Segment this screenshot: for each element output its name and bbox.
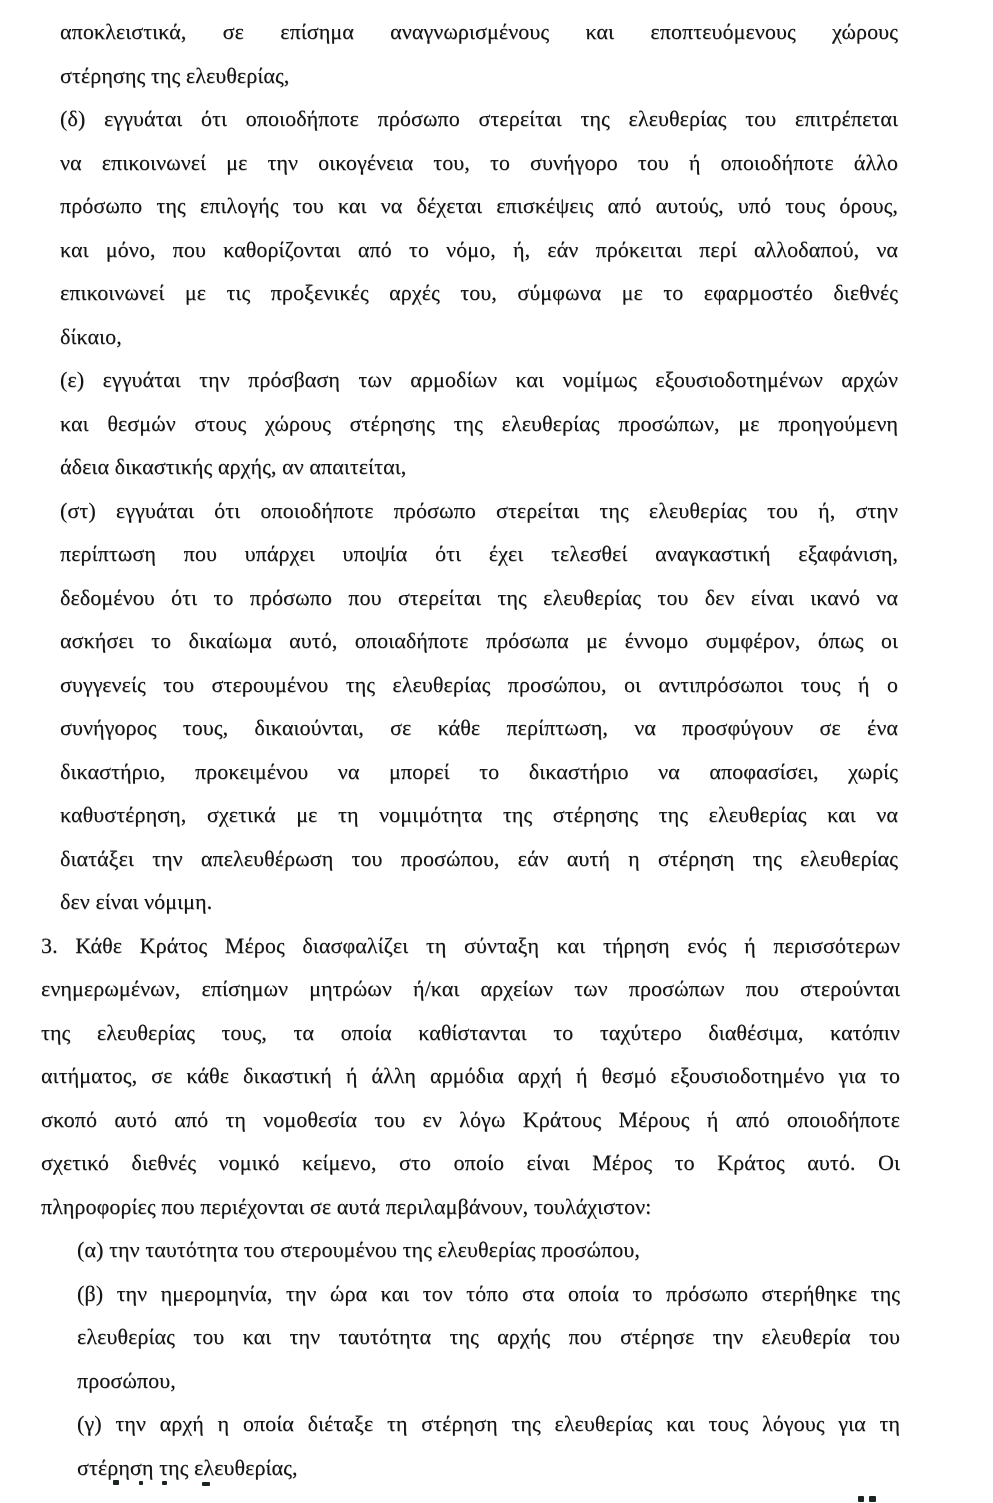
text-line: δικαστήριο, προκειμένου να μπορεί το δικαστήριο να αποφασίσει, χωρίς xyxy=(60,758,898,784)
paragraphs xyxy=(0,10,993,1489)
text-line: επικοινωνεί με τις προξενικές αρχές του, σύμφωνα με το εφαρμοστέο διεθνές xyxy=(60,280,898,305)
text-line: περίπτωση που υπάρχει υποψία ότι έχει τελεσθεί αναγκαστική εξαφάνιση, xyxy=(60,541,898,566)
paragraph xyxy=(60,489,898,924)
paragraph xyxy=(41,924,900,1229)
text-line: 3. Κάθε Κράτος Μέρος διασφαλίζει τη σύνταξη και τήρηση ενός ή περισσότερων xyxy=(41,932,900,958)
paragraph xyxy=(60,10,898,97)
text-line: στέρηση της ελευθερίας, xyxy=(77,1454,298,1480)
text-line: σχετικό διεθνές νομικό κείμενο, στο οποίο είναι Μέρος το Κράτος αυτό. Οι xyxy=(41,1150,900,1175)
text-line: σκοπό αυτό από τη νομοθεσία του εν λόγω Κράτους Μέρους ή από οποιοδήποτε xyxy=(41,1106,900,1132)
scan-speck xyxy=(139,1481,143,1485)
text-line: συγγενείς του στερουμένου της ελευθερίας προσώπου, οι αντιπρόσωποι τους ή ο xyxy=(60,671,898,697)
text-line: (στ) εγγυάται ότι οποιοδήποτε πρόσωπο στερείται της ελευθερίας του ή, στην xyxy=(60,497,898,523)
text-line: αποκλειστικά, σε επίσημα αναγνωρισμένους και εποπτευόμενους χώρους xyxy=(60,19,898,44)
text-line: δίκαιο, xyxy=(60,323,122,349)
scan-speck xyxy=(113,1480,119,1485)
scan-speck xyxy=(858,1496,864,1502)
text-line: διατάξει την απελευθέρωση του προσώπου, εάν αυτή η στέρηση της ελευθερίας xyxy=(60,845,898,871)
text-line: ενημερωμένων, επίσημων μητρώων ή/και αρχείων των προσώπων που στερούνται xyxy=(41,976,900,1001)
text-line: και θεσμών στους χώρους στέρησης της ελευθερίας προσώπων, με προηγούμενη xyxy=(60,410,898,436)
paragraph xyxy=(60,97,898,358)
text-line: (β) την ημερομηνία, την ώρα και τον τόπο στα οποία το πρόσωπο στερήθηκε της xyxy=(77,1280,900,1306)
text-line: (γ) την αρχή η οποία διέταξε τη στέρηση της ελευθερίας και τους λόγους για τη xyxy=(77,1411,900,1436)
text-line: (ε) εγγυάται την πρόσβαση των αρμοδίων και νομίμως εξουσιοδοτημένων αρχών xyxy=(60,367,898,392)
paragraph xyxy=(77,1228,900,1272)
paragraph xyxy=(60,358,898,489)
scan-speck xyxy=(202,1482,210,1486)
text-line: άδεια δικαστικής αρχής, αν απαιτείται, xyxy=(60,454,407,479)
paragraph xyxy=(77,1272,900,1403)
text-line: αιτήματος, σε κάθε δικαστική ή άλλη αρμόδια αρχή ή θεσμό εξουσιοδοτημένο για το xyxy=(41,1063,900,1088)
text-line: και μόνο, που καθορίζονται από το νόμο, ή, εάν πρόκειται περί αλλοδαπού, να xyxy=(60,236,898,262)
text-line: (α) την ταυτότητα του στερουμένου της ελευθερίας προσώπου, xyxy=(77,1237,640,1262)
scan-speck xyxy=(869,1496,876,1502)
text-line: συνήγορος τους, δικαιούνται, σε κάθε περίπτωση, να προσφύγουν σε ένα xyxy=(60,715,898,740)
text-line: ελευθερίας του και την ταυτότητα της αρχής που στέρησε την ελευθερία του xyxy=(77,1324,900,1349)
text-line: δεδομένου ότι το πρόσωπο που στερείται της ελευθερίας του δεν είναι ικανό να xyxy=(60,584,898,610)
text-line: να επικοινωνεί με την οικογένεια του, το συνήγορο του ή οποιοδήποτε άλλο xyxy=(60,149,898,175)
text-line: πρόσωπο της επιλογής του και να δέχεται επισκέψεις από αυτούς, υπό τους όρους, xyxy=(60,193,898,218)
text-line: ασκήσει το δικαίωμα αυτό, οποιαδήποτε πρόσωπα με έννομο συμφέρον, όπως οι xyxy=(60,628,898,653)
text-line: (δ) εγγυάται ότι οποιοδήποτε πρόσωπο στερείται της ελευθερίας του επιτρέπεται xyxy=(60,106,898,131)
text-line: προσώπου, xyxy=(77,1367,176,1393)
text-line: της ελευθερίας τους, τα οποία καθίστανται το ταχύτερο διαθέσιμα, κατόπιν xyxy=(41,1019,900,1045)
text-line: δεν είναι νόμιμη. xyxy=(60,889,213,914)
text-line: καθυστέρηση, σχετικά με τη νομιμότητα της στέρησης της ελευθερίας και να xyxy=(60,802,898,827)
paragraph xyxy=(77,1402,900,1489)
text-line: πληροφορίες που περιέχονται σε αυτά περιλαμβάνουν, τουλάχιστον: xyxy=(41,1193,652,1219)
text-line: στέρησης της ελευθερίας, xyxy=(60,62,290,88)
scan-speck xyxy=(162,1481,167,1485)
